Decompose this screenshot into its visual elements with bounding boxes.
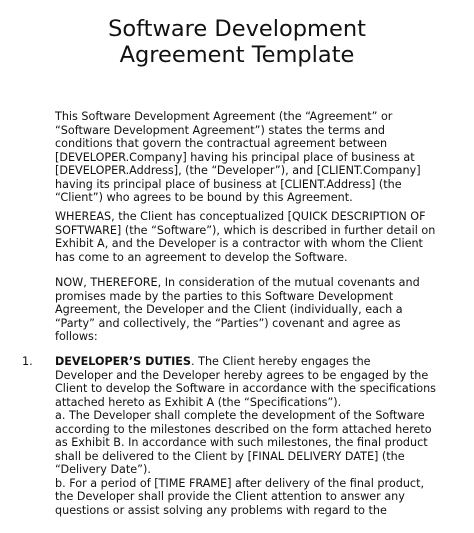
section-line: b. For a period of [TIME FRAME] after delivery of the final product, (55, 476, 425, 490)
intro-line: [DEVELOPER.Company] having his principal place of business at (55, 150, 415, 164)
section-heading: DEVELOPER’S DUTIES (55, 355, 191, 368)
section-first-line-text: . The Client hereby engages the (191, 355, 371, 368)
intro-line: having its principal place of business at [CLIENT.Address] (the (55, 177, 402, 191)
whereas-line: WHEREAS, the Client has conceptualized [QUICK DESCRIPTION OF (55, 210, 426, 223)
section-body (55, 355, 455, 517)
intro-line: “Software Development Agreement”) states the terms and (55, 123, 386, 137)
section-line: Client to develop the Software in accordance with the specifications (55, 382, 437, 395)
section-line: “Delivery Date”). (55, 463, 151, 476)
section-line: Developer and the Developer hereby agrees to be engaged by the (55, 368, 429, 382)
therefore-line: follows: (55, 330, 98, 343)
document-title-line-1: Software Development (108, 16, 366, 42)
therefore-line: “Party” and collectively, the “Parties”) covenant and agree as (55, 316, 401, 330)
whereas-line: has come to an agreement to develop the Software. (55, 250, 348, 264)
intro-line: “Client”) who agrees to be bound by this Agreement. (55, 191, 353, 204)
section-line: attached hereto as Exhibit A (the “Specifications”). (55, 395, 342, 409)
therefore-line: Agreement, the Developer and the Client (individually, each a (55, 303, 403, 316)
intro-paragraph (55, 110, 455, 205)
section-line: a. The Developer shall complete the development of the Software (55, 409, 425, 422)
therefore-paragraph (55, 276, 455, 344)
therefore-line: promises made by the parties to this Software Development (55, 289, 394, 303)
section-line: according to the milestones described on the form attached hereto (55, 422, 432, 436)
section-number: 1. (22, 355, 33, 368)
document-title-line-2: Agreement Template (119, 42, 355, 68)
section-first-line (55, 355, 455, 369)
therefore-line: NOW, THEREFORE, In consideration of the mutual covenants and (55, 276, 420, 289)
section-line: questions or assist solving any problems with regard to the (55, 503, 387, 517)
whereas-paragraph (55, 210, 455, 264)
whereas-line: SOFTWARE] (the “Software”), which is described in further detail on (55, 223, 436, 237)
intro-line: conditions that govern the contractual agreement between (55, 137, 388, 150)
section-line: shall be delivered to the Client by [FINAL DELIVERY DATE] (the (55, 449, 405, 463)
whereas-line: Exhibit A, and the Developer is a contractor with whom the Client (55, 237, 423, 250)
section-line: the Developer shall provide the Client attention to answer any (55, 490, 405, 503)
intro-line: This Software Development Agreement (the “Agreement” or (55, 110, 393, 123)
intro-line: [DEVELOPER.Address], (the “Developer”), and [CLIENT.Company] (55, 164, 421, 177)
section-line: as Exhibit B. In accordance with such milestones, the final product (55, 436, 428, 449)
